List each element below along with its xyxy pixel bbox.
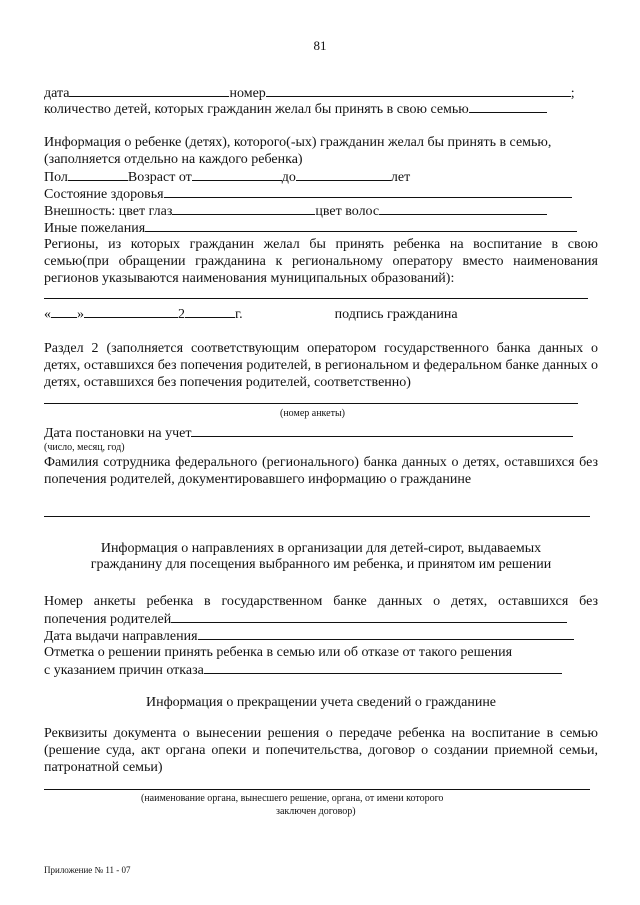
referrals-heading-2: гражданину для посещения выбранного им ребенка, и принятом им решении — [90, 557, 552, 572]
eye-color-label: Внешность: цвет глаз — [44, 204, 173, 219]
employee-text: Фамилия сотрудника федерального (регионального) банка данных о детях, оставшихся без попечения родителей, документировавшего информацию о гражданине — [44, 455, 598, 487]
termination-caption-1: (наименование органа, вынесшего решение, органа, от имени которого — [141, 793, 444, 804]
decision-label: с указанием причин отказа — [44, 663, 204, 678]
registration-field[interactable] — [191, 424, 573, 437]
child-form-number-line2 — [44, 610, 596, 628]
form-number-field[interactable] — [44, 403, 578, 404]
quote-open: « — [44, 307, 51, 322]
child-info-note: (заполняется отдельно на каждого ребенка) — [44, 152, 303, 167]
years-label: лет — [390, 170, 411, 185]
sex-field[interactable] — [68, 168, 128, 181]
wishes-field[interactable] — [145, 219, 577, 232]
decision-line1: Отметка о решении принять ребенка в семью или об отказе от такого решения — [44, 645, 513, 660]
appearance-line — [44, 202, 596, 220]
sex-age-line — [44, 168, 596, 186]
date-field[interactable] — [69, 84, 229, 97]
wishes-label: Иные пожелания — [44, 221, 146, 236]
number-field[interactable] — [266, 84, 571, 97]
wishes-line — [44, 219, 596, 237]
month-field[interactable] — [84, 305, 178, 318]
regions-text: Регионы, из которых гражданин желал бы принять ребенка на воспитание в свою семью(при обращении гражданина к региональному оператору вместо наименования регионов указываются наименования муниципальных образований): — [44, 237, 598, 286]
child-form-number-field[interactable] — [171, 610, 567, 623]
sex-label: Пол — [44, 170, 68, 185]
termination-caption-2: заключен договор) — [276, 806, 356, 817]
hair-color-label: цвет волос — [315, 204, 380, 219]
form-number-caption: (номер анкеты) — [280, 408, 346, 419]
issue-date-label: Дата выдачи направления — [44, 629, 198, 644]
page-number: 81 — [313, 38, 327, 53]
registration-caption: (число, месяц, год) — [44, 442, 125, 453]
day-field[interactable] — [51, 305, 77, 318]
footer-appendix: Приложение № 11 - 07 — [44, 865, 131, 875]
hair-color-field[interactable] — [379, 202, 547, 215]
eye-color-field[interactable] — [172, 202, 315, 215]
age-to-label: до — [281, 170, 296, 185]
issue-date-field[interactable] — [198, 627, 574, 640]
child-info-title: Информация о ребенке (детях), которого(-ых) гражданин желал бы принять в семью, — [44, 135, 552, 150]
decision-field[interactable] — [204, 661, 562, 674]
year-suffix: г. — [235, 307, 243, 322]
registration-line — [44, 424, 596, 442]
regions-field[interactable] — [44, 298, 588, 299]
health-line — [44, 185, 596, 203]
signature-line — [44, 305, 596, 323]
date-label: дата — [44, 86, 70, 101]
health-field[interactable] — [164, 185, 572, 198]
child-form-number-line1: Номер анкеты ребенка в государственном банке данных о детях, оставшихся без — [44, 594, 598, 609]
number-label: номер — [229, 86, 266, 101]
signature-label: подпись гражданина — [334, 307, 458, 322]
employee-field[interactable] — [44, 516, 590, 517]
termination-field[interactable] — [44, 789, 590, 790]
section2-text: Раздел 2 (заполняется соответствующим оператором государственного банка данных о детях, оставшихся без попечения родителей, в региональном и федеральном банке данных о детях, оставшихся без попечения родителей, соответственно) — [44, 341, 598, 390]
children-count-line — [44, 100, 596, 118]
children-count-field[interactable] — [469, 100, 547, 113]
health-label: Состояние здоровья — [44, 187, 164, 202]
age-to-field[interactable] — [296, 168, 391, 181]
termination-text: Реквизиты документа о вынесении решения о передаче ребенка на воспитание в семью (решение суда, акт органа опеки и попечительства, договор о создании приемной семьи, патронатной семьи) — [44, 726, 598, 775]
line-end: ; — [570, 86, 575, 101]
year-field[interactable] — [185, 305, 235, 318]
children-count-label: количество детей, которых гражданин желал бы принять в свою семью — [44, 102, 469, 117]
referrals-heading-1: Информация о направлениях в организации для детей-сирот, выдаваемых — [100, 541, 542, 556]
registration-label: Дата постановки на учет — [44, 426, 192, 441]
issue-date-line — [44, 627, 596, 645]
decision-line2 — [44, 661, 596, 679]
quote-close: » — [77, 307, 84, 322]
termination-heading: Информация о прекращении учета сведений о гражданине — [145, 695, 497, 710]
age-from-field[interactable] — [192, 168, 282, 181]
child-form-number-label: попечения родителей — [44, 612, 172, 627]
age-from-label: Возраст от — [127, 170, 192, 185]
year-prefix: 2 — [178, 307, 185, 322]
